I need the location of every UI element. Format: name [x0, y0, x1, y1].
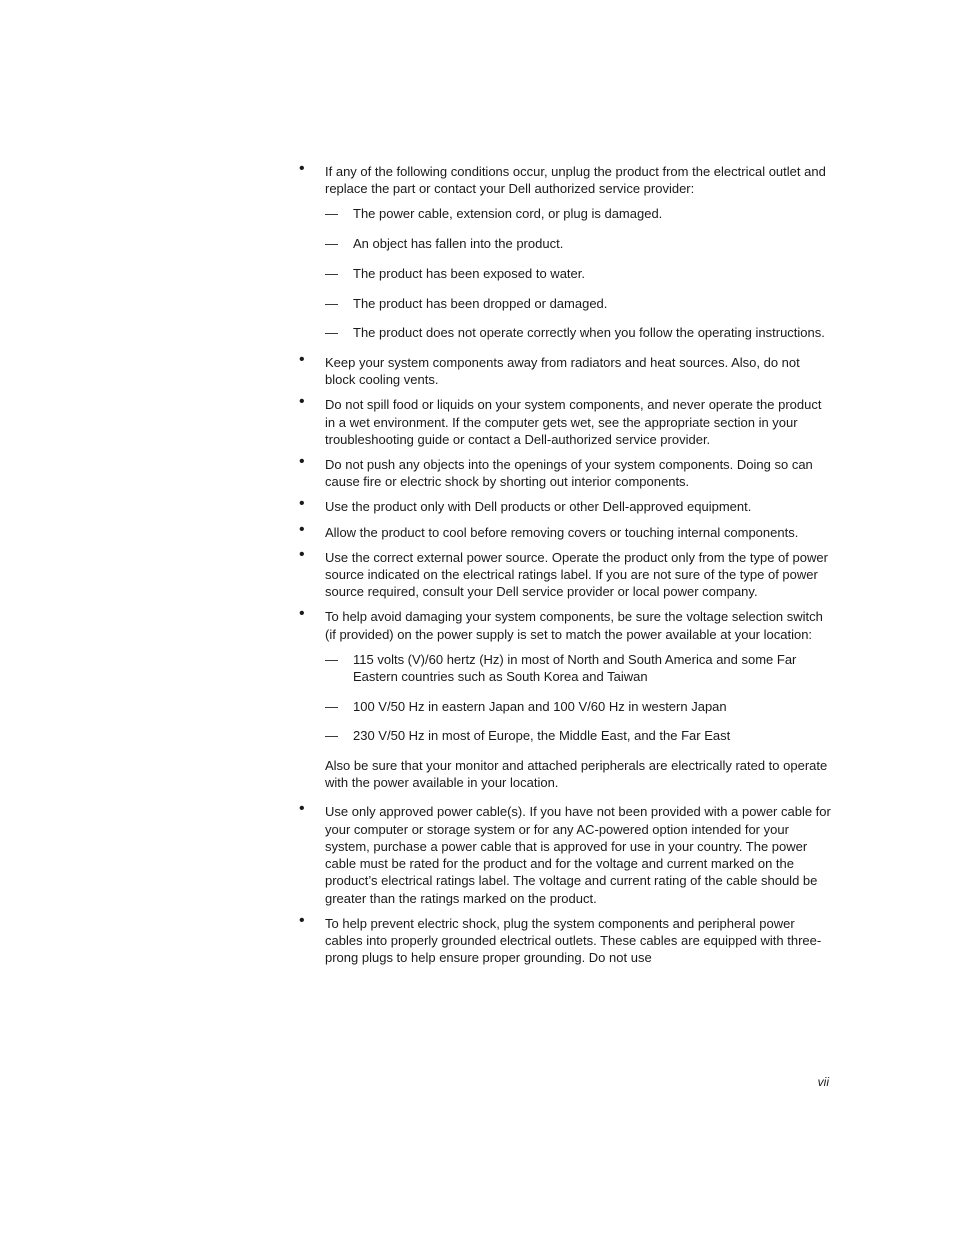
bullet-icon: •: [299, 545, 305, 563]
sub-list-item: [325, 651, 831, 685]
bullet-icon: •: [299, 495, 305, 513]
list-item: [299, 160, 831, 341]
list-item: [299, 495, 831, 515]
bullet-text: Allow the product to cool before removing covers or touching internal components.: [325, 524, 799, 540]
sub-list: [325, 205, 831, 341]
bullet-text: Use the correct external power source. Operate the product only from the type of power source indicated on the electrical ratings label. If you are not sure of the type of power source required, consult your Dell service provider or local power company.: [325, 549, 828, 600]
dash-icon: —: [325, 728, 338, 744]
bullet-icon: •: [299, 520, 305, 538]
sub-list-item: [325, 295, 831, 312]
dash-icon: —: [325, 206, 338, 222]
dash-icon: —: [325, 698, 338, 714]
sub-list-item: [325, 265, 831, 282]
sub-list: [325, 651, 831, 745]
bullet-text: Use only approved power cable(s). If you have not been provided with a power cable for your computer or storage system or for any AC-powered option intended for your system, purchase a power cable that is approved for use in your country. The power cable must be rated for the product and for the voltage and current marked on the product’s electrical ratings label. The voltage and current rating of the cable should be greater than the ratings marked on the product.: [325, 804, 831, 906]
bullet-text: To help avoid damaging your system components, be sure the voltage selection switch (if provided) on the power supply is set to match the power available at your location:: [325, 609, 823, 642]
list-item: [299, 911, 831, 967]
bullet-icon: •: [299, 350, 305, 368]
bullet-text: Do not push any objects into the openings of your system components. Doing so can cause fire or electric shock by shorting out interior components.: [325, 456, 813, 490]
sub-list-item: [325, 698, 831, 715]
sub-list-item: [325, 727, 831, 744]
dash-icon: —: [325, 325, 338, 341]
safety-instructions: [299, 160, 831, 974]
list-item: [299, 605, 831, 791]
sub-item-text: 230 V/50 Hz in most of Europe, the Middle East, and the Far East: [353, 728, 731, 744]
bullet-text: Do not spill food or liquids on your system components, and never operate the product in a wet environment. If the computer gets wet, see the appropriate section in your troubleshooting guide or contact a Dell-authorized service provider.: [325, 397, 822, 447]
bullet-text: To help prevent electric shock, plug the system components and peripheral power cables into properly grounded electrical outlets. These cables are equipped with three-prong plugs to help ensure proper grounding. Do not use: [325, 915, 822, 966]
bullet-icon: •: [299, 452, 305, 470]
dash-icon: —: [325, 651, 338, 667]
sub-item-text: 115 volts (V)/60 hertz (Hz) in most of North and South America and some Far Eastern countries such as South Korea and Taiwan: [353, 651, 797, 684]
bullet-icon: •: [299, 393, 305, 411]
sub-item-text: The product does not operate correctly when you follow the operating instructions.: [353, 325, 825, 341]
bullet-icon: •: [299, 605, 305, 623]
page-number: vii: [817, 1075, 829, 1089]
list-item: [299, 800, 831, 906]
list-item: [299, 545, 831, 601]
sub-item-text: An object has fallen into the product.: [353, 236, 564, 252]
dash-icon: —: [325, 265, 338, 281]
sub-item-text: The power cable, extension cord, or plug is damaged.: [353, 206, 663, 222]
bullet-text: Use the product only with Dell products or other Dell-approved equipment.: [325, 499, 752, 515]
sub-item-text: The product has been dropped or damaged.: [353, 295, 608, 311]
sub-list-item: [325, 205, 831, 222]
bullet-icon: •: [299, 800, 305, 818]
list-item: [299, 350, 831, 388]
bullet-text: Keep your system components away from radiators and heat sources. Also, do not block cooling vents.: [325, 354, 800, 388]
dash-icon: —: [325, 295, 338, 311]
list-item: [299, 452, 831, 490]
list-item: [299, 520, 831, 541]
list-item: [299, 393, 831, 448]
sub-item-text: 100 V/50 Hz in eastern Japan and 100 V/60 Hz in western Japan: [353, 698, 727, 714]
bullet-text: If any of the following conditions occur, unplug the product from the electrical outlet and replace the part or contact your Dell authorized service provider:: [325, 164, 826, 197]
sub-list-item: [325, 324, 831, 341]
sub-item-text: The product has been exposed to water.: [353, 265, 585, 281]
bullet-icon: •: [299, 160, 305, 177]
bullet-note: Also be sure that your monitor and attached peripherals are electrically rated to operate with the power available in your location.: [325, 758, 828, 791]
bullet-icon: •: [299, 911, 305, 929]
dash-icon: —: [325, 236, 338, 252]
sub-list-item: [325, 235, 831, 252]
